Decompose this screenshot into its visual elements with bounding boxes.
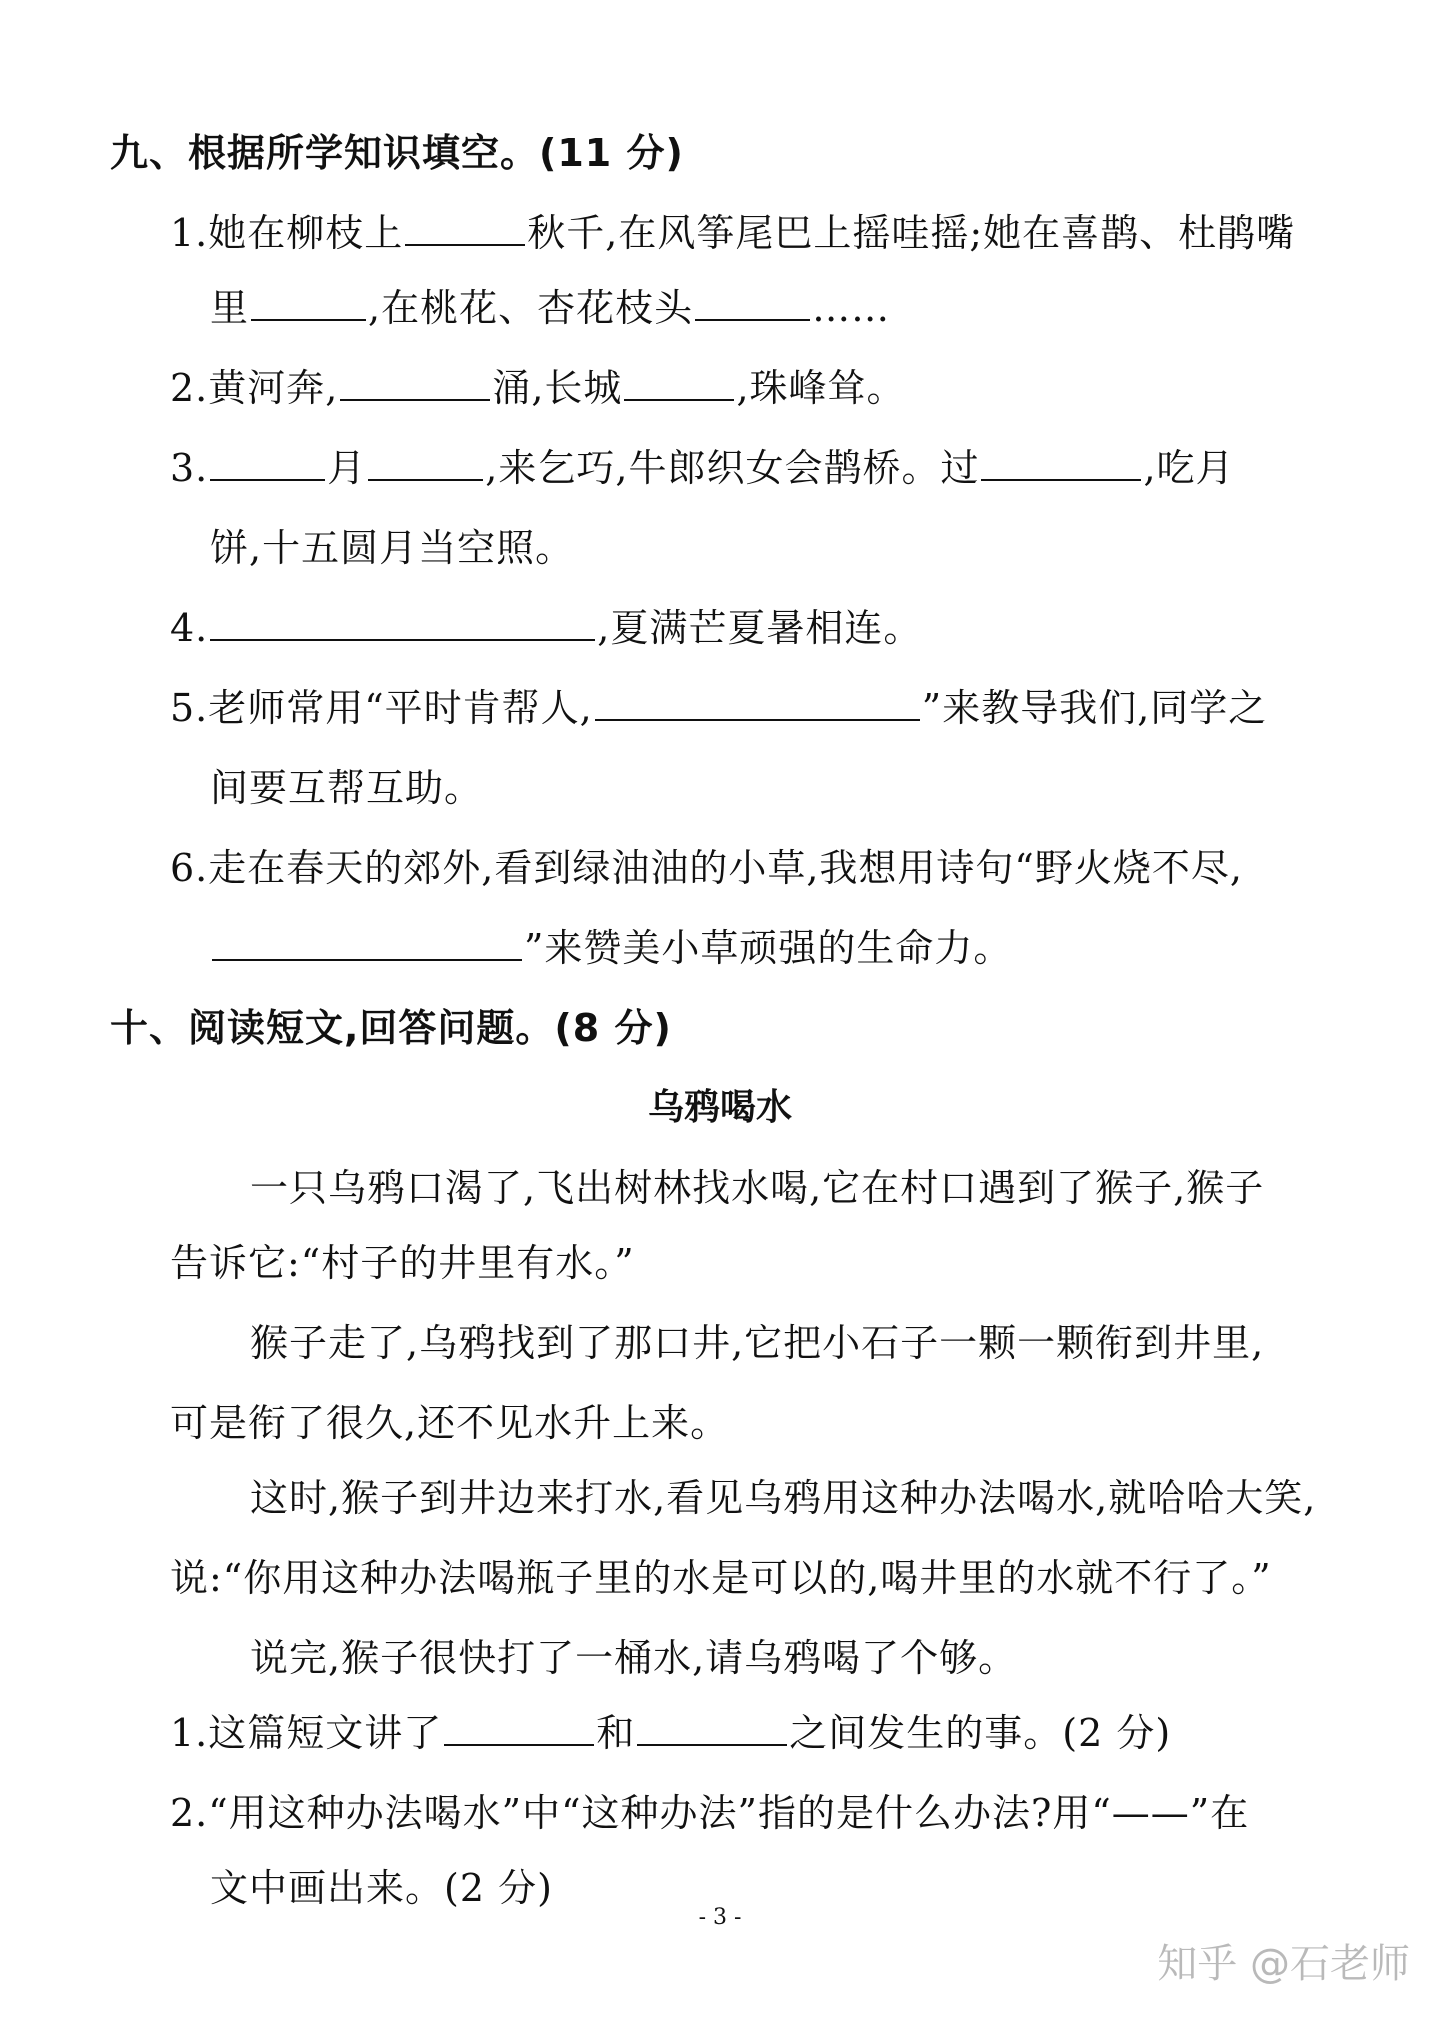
question-3-line-1 bbox=[170, 440, 1235, 496]
answer-blank[interactable] bbox=[695, 281, 810, 321]
q3-text-a: 3. bbox=[170, 446, 209, 490]
answer-blank[interactable] bbox=[595, 681, 920, 721]
q2-text-c: ,珠峰耸。 bbox=[736, 366, 906, 410]
question-6-line-2 bbox=[210, 920, 1012, 976]
q1-text-d: ,在桃花、杏花枝头 bbox=[368, 286, 694, 330]
story-title: 乌鸦喝水 bbox=[647, 1087, 792, 1128]
question-6-line-1: 6.走在春天的郊外,看到绿油油的小草,我想用诗句“野火烧不尽, bbox=[170, 846, 1243, 890]
q2-text-a: 2.黄河奔, bbox=[170, 366, 339, 410]
answer-blank[interactable] bbox=[340, 361, 490, 401]
story-paragraph-3-line-2: 说:“你用这种办法喝瓶子里的水是可以的,喝井里的水就不行了。” bbox=[170, 1556, 1272, 1600]
rq1-text-c: 之间发生的事。(2 分) bbox=[789, 1711, 1172, 1755]
answer-blank[interactable] bbox=[368, 441, 483, 481]
story-paragraph-4: 说完,猴子很快打了一桶水,请乌鸦喝了个够。 bbox=[250, 1636, 1018, 1680]
story-paragraph-2-line-1: 猴子走了,乌鸦找到了那口井,它把小石子一颗一颗衔到井里, bbox=[250, 1321, 1265, 1365]
answer-blank[interactable] bbox=[210, 601, 595, 641]
q1-text-e: …… bbox=[812, 286, 891, 330]
story-paragraph-2-line-2: 可是衔了很久,还不见水升上来。 bbox=[170, 1401, 730, 1445]
watermark: 知乎 @石老师 bbox=[1157, 1941, 1410, 1987]
q3-text-c: ,来乞巧,牛郎织女会鹊桥。过 bbox=[485, 446, 980, 490]
reading-question-2-line-1: 2.“用这种办法喝水”中“这种办法”指的是什么办法?用“——”在 bbox=[170, 1791, 1250, 1835]
q6-text-b: ”来赞美小草顽强的生命力。 bbox=[524, 926, 1013, 970]
question-1-line-2 bbox=[210, 280, 890, 336]
reading-question-2-line-2: 文中画出来。(2 分) bbox=[210, 1866, 553, 1910]
q5-text-b: ”来教导我们,同学之 bbox=[921, 686, 1268, 730]
story-paragraph-1-line-1: 一只乌鸦口渴了,飞出树林找水喝,它在村口遇到了猴子,猴子 bbox=[250, 1166, 1265, 1210]
page-number: - 3 - bbox=[698, 1905, 742, 1930]
q1-text-a: 1.她在柳枝上 bbox=[170, 211, 404, 255]
q4-text-b: ,夏满芒夏暑相连。 bbox=[597, 606, 923, 650]
q5-text-a: 5.老师常用“平时肯帮人, bbox=[170, 686, 593, 730]
q1-text-c: 里 bbox=[210, 286, 250, 330]
answer-blank[interactable] bbox=[210, 441, 325, 481]
rq1-text-a: 1.这篇短文讲了 bbox=[170, 1711, 443, 1755]
answer-blank[interactable] bbox=[251, 281, 366, 321]
section10-heading: 十、阅读短文,回答问题。(8 分) bbox=[110, 1006, 672, 1050]
answer-blank[interactable] bbox=[637, 1706, 787, 1746]
reading-question-1 bbox=[170, 1705, 1171, 1761]
story-paragraph-3-line-1: 这时,猴子到井边来打水,看见乌鸦用这种办法喝水,就哈哈大笑, bbox=[250, 1476, 1317, 1520]
question-5-line-1 bbox=[170, 680, 1267, 736]
answer-blank[interactable] bbox=[405, 206, 525, 246]
question-3-line-2: 饼,十五圆月当空照。 bbox=[210, 526, 575, 570]
q3-text-b: 月 bbox=[327, 446, 367, 490]
answer-blank[interactable] bbox=[981, 441, 1141, 481]
section9-heading: 九、根据所学知识填空。(11 分) bbox=[110, 131, 684, 175]
rq1-text-b: 和 bbox=[596, 1711, 636, 1755]
q4-text-a: 4. bbox=[170, 606, 209, 650]
question-4 bbox=[170, 600, 922, 656]
question-1-line-1 bbox=[170, 205, 1295, 261]
q2-text-b: 涌,长城 bbox=[492, 366, 623, 410]
q3-text-d: ,吃月 bbox=[1143, 446, 1235, 490]
q1-text-b: 秋千,在风筝尾巴上摇哇摇;她在喜鹊、杜鹃嘴 bbox=[527, 211, 1296, 255]
question-2 bbox=[170, 360, 906, 416]
answer-blank[interactable] bbox=[444, 1706, 594, 1746]
answer-blank[interactable] bbox=[212, 921, 522, 961]
story-paragraph-1-line-2: 告诉它:“村子的井里有水。” bbox=[170, 1241, 635, 1285]
question-5-line-2: 间要互帮互助。 bbox=[210, 766, 484, 810]
answer-blank[interactable] bbox=[624, 361, 734, 401]
